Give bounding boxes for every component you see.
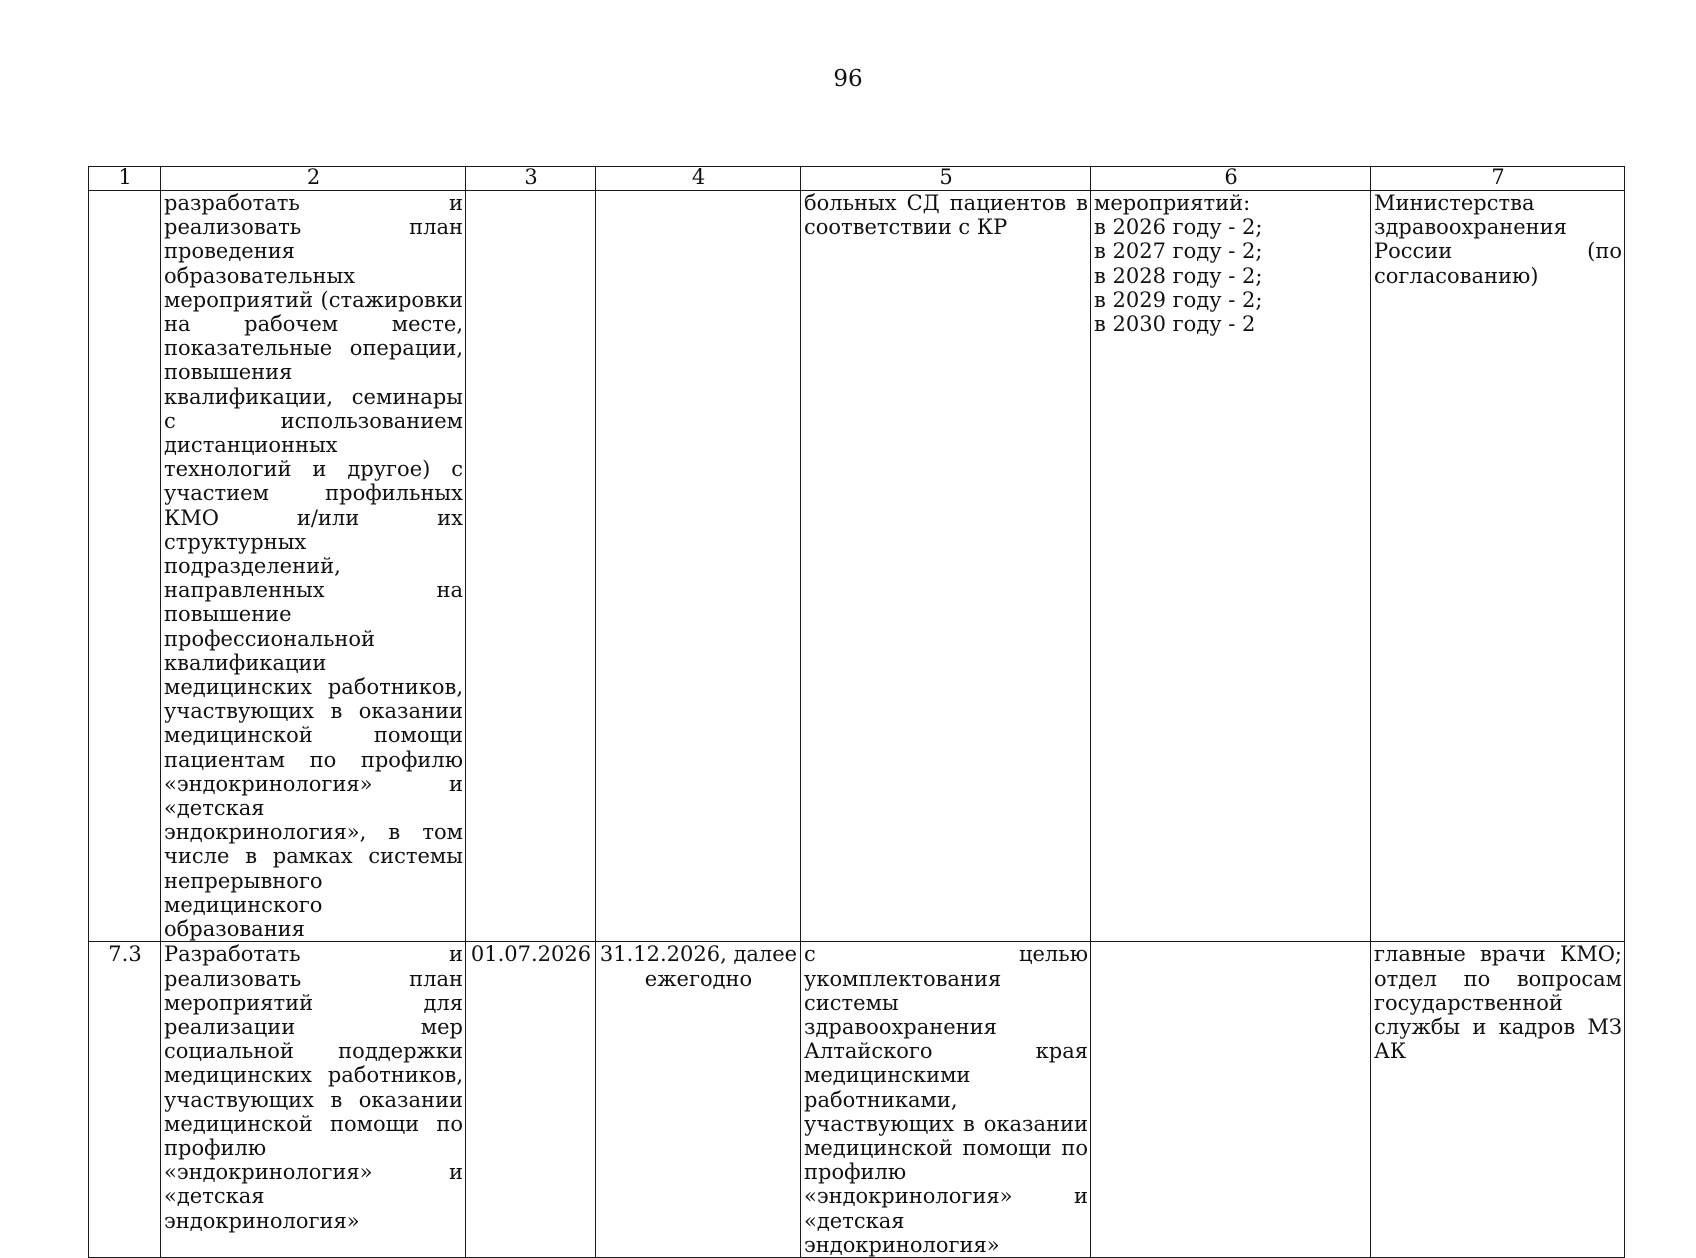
page-number: 96 bbox=[833, 66, 863, 92]
row-number bbox=[89, 191, 161, 942]
row-description: разработать и реализовать план проведения образовательных мероприятий (стажировки на рабочем месте, показательные операции, повышения квалификации, семинары с использованием дистанционных технологий и другое) с участием профильных КМО и/или их структурных подразделений, направленных на повышение профессиональной квалификации медицинских работников, участвующих в оказании медицинской помощи пациентам по профилю «эндокринология» и «детская эндокринология», в том числе в рамках системы непрерывного медицинского образования bbox=[161, 191, 466, 942]
row-end-date bbox=[596, 191, 801, 942]
row-start-date bbox=[466, 191, 596, 942]
header-col-3: 3 bbox=[466, 167, 596, 191]
header-col-4: 4 bbox=[596, 167, 801, 191]
indicator-line: в 2026 году - 2; bbox=[1094, 215, 1263, 240]
header-row bbox=[89, 167, 1625, 191]
plan-table bbox=[88, 166, 1625, 1258]
indicator-line: в 2030 году - 2 bbox=[1094, 312, 1256, 337]
row-number: 7.3 bbox=[89, 942, 161, 1258]
indicator-line: мероприятий: bbox=[1094, 191, 1251, 215]
indicator-line: в 2029 году - 2; bbox=[1094, 287, 1263, 312]
table-row bbox=[89, 942, 1625, 1258]
header-col-2: 2 bbox=[161, 167, 466, 191]
row-start-date: 01.07.2026 bbox=[466, 942, 596, 1258]
row-indicator bbox=[1091, 942, 1371, 1258]
row-responsible: главные врачи КМО; отдел по вопросам государственной службы и кадров МЗ АК bbox=[1371, 942, 1625, 1258]
row-indicator bbox=[1091, 191, 1371, 942]
row-end-date: 31.12.2026, далее ежегодно bbox=[596, 942, 801, 1258]
header-col-6: 6 bbox=[1091, 167, 1371, 191]
indicator-line: в 2028 году - 2; bbox=[1094, 263, 1263, 288]
header-col-7: 7 bbox=[1371, 167, 1625, 191]
row-result: с целью укомплектования системы здравоохранения Алтайского края медицинскими работниками, участвующих в оказании медицинской помощи по профилю «эндокринология» и «детская эндокринология» bbox=[801, 942, 1091, 1258]
row-description: Разработать и реализовать план мероприятий для реализации мер социальной поддержки медицинских работников, участвующих в оказании медицинской помощи по профилю «эндокринология» и «детская эндокринология» bbox=[161, 942, 466, 1258]
header-col-5: 5 bbox=[801, 167, 1091, 191]
indicator-line: в 2027 году - 2; bbox=[1094, 239, 1263, 264]
row-responsible: Министерства здравоохранения России (по согласованию) bbox=[1371, 191, 1625, 942]
table-row bbox=[89, 191, 1625, 942]
row-result: больных СД пациентов в соответствии с КР bbox=[801, 191, 1091, 942]
header-col-1: 1 bbox=[89, 167, 161, 191]
